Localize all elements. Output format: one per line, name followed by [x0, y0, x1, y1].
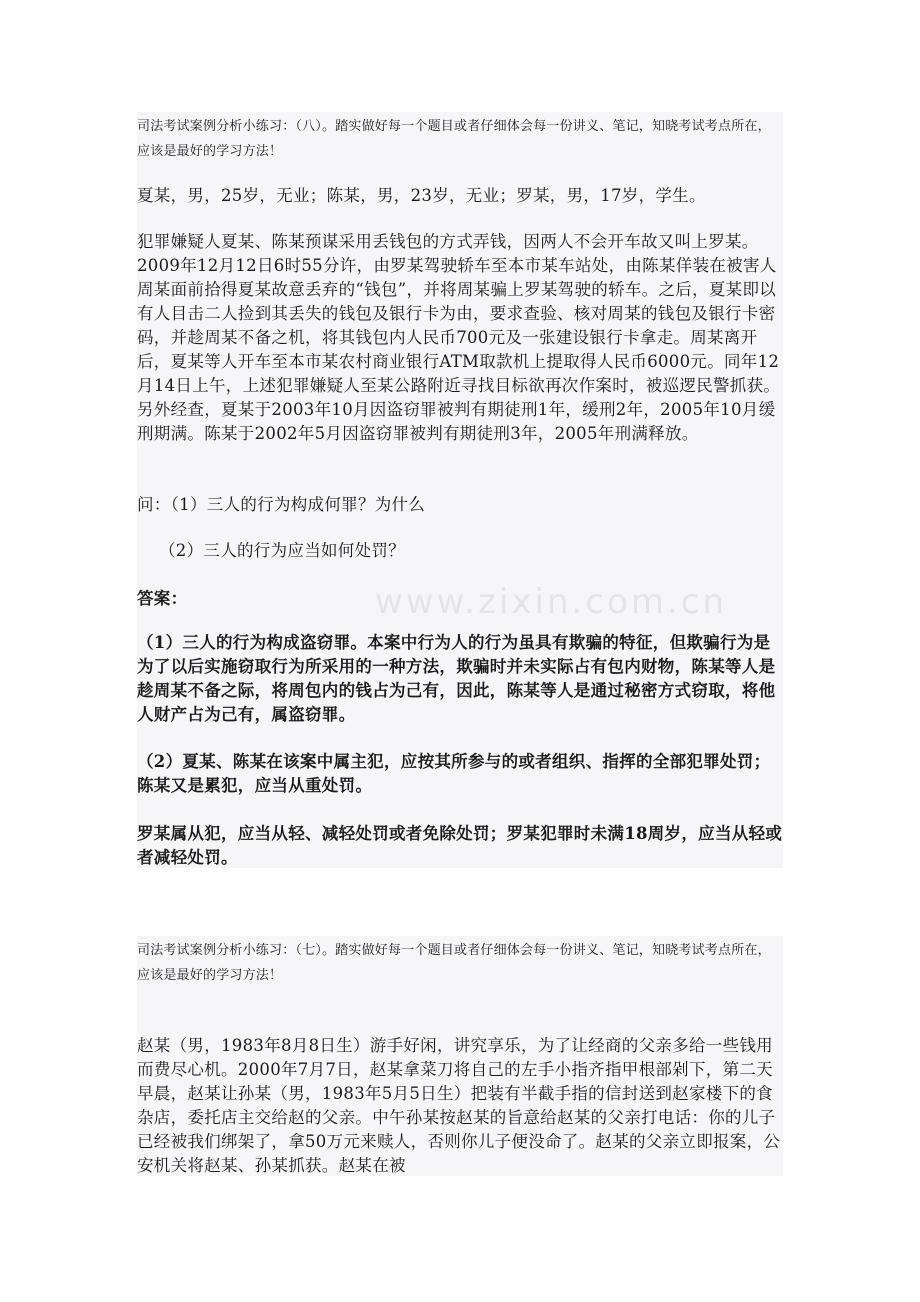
facts-paragraph: 犯罪嫌疑人夏某、陈某预谋采用丢钱包的方式弄钱，因两人不会开车故又叫上罗某。2009年12月12日6时55分许，由罗某驾驶轿车至本市某车站处，由陈某佯装在被害人周某面前拾得夏某故意丢弃的“钱包”，并将周某骗上罗某驾驶的轿车。之后，夏某即以有人目击二人捡到其丢失的钱包及银行卡为由，要求查验、核对周某的钱包及银行卡密码，并趁周某不备之机，将其钱包内人民币700元及一张建设银行卡拿走。周某离开后，夏某等人开车至本市某农村商业银行ATM取款机上提取得人民币6000元。同年12月14日上午，上述犯罪嫌疑人至某公路附近寻找目标欲再次作案时，被巡逻民警抓获。另外经查，夏某于2003年10月因盗窃罪被判有期徒刑1年，缓刑2年，2005年10月缓刑期满。陈某于2002年5月因盗窃罪被判有期徒刑3年，2005年刑满释放。 [137, 232, 781, 443]
case-section-7 [137, 936, 783, 1176]
answer-1: （1）三人的行为构成盗窃罪。本案中行为人的行为虽具有欺骗的特征，但欺骗行为是为了以后实施窃取行为所采用的一种方法，欺骗时并未实际占有包内财物，陈某等人是趁周某不备之际，将周包内的钱占为己有，因此，陈某等人是通过秘密方式窃取，将他人财产占为己有，属盗窃罪。 [137, 633, 776, 724]
answer-3: 罗某属从犯，应当从轻、减轻处罚或者免除处罚；罗某犯罪时未满18周岁，应当从轻或者减轻处罚。 [137, 824, 783, 867]
case-section-8 [137, 112, 783, 868]
facts-paragraph: 赵某（男，1983年8月8日生）游手好闲，讲究享乐，为了让经商的父亲多给一些钱用而费尽心机。2000年7月7日，赵某拿菜刀将自己的左手小指齐指甲根部剁下，第二天早晨，赵某让孙某（男，1983年5月5日生）把装有半截手指的信封送到赵家楼下的食杂店，委托店主交给赵的父亲。中午孙某按赵某的旨意给赵某的父亲打电话：你的儿子已经被我们绑架了，拿50万元来赎人，否则你儿子便没命了。赵某的父亲立即报案，公安机关将赵某、孙某抓获。赵某在被 [137, 1036, 781, 1175]
question-2: （2）三人的行为应当如何处罚？ [159, 541, 405, 560]
study-tip-note: 司法考试案例分析小练习：（七）。踏实做好每一个题目或者仔细体会每一份讲义、笔记，知晓考试考点所在，应该是最好的学习方法！ [137, 943, 771, 983]
answer-2: （2）夏某、陈某在该案中属主犯，应按其所参与的或者组织、指挥的全部犯罪处罚；陈某又是累犯，应当从重处罚。 [137, 752, 771, 795]
persons-paragraph: 夏某，男，25岁，无业；陈某，男，23岁，无业；罗某，男，17岁，学生。 [137, 186, 706, 205]
answer-label: 答案： [137, 589, 188, 608]
study-tip-note: 司法考试案例分析小练习：（八）。踏实做好每一个题目或者仔细体会每一份讲义、笔记，知晓考试考点所在，应该是最好的学习方法！ [137, 119, 771, 159]
question-1: 问：（1）三人的行为构成何罪？为什么 [137, 495, 426, 514]
